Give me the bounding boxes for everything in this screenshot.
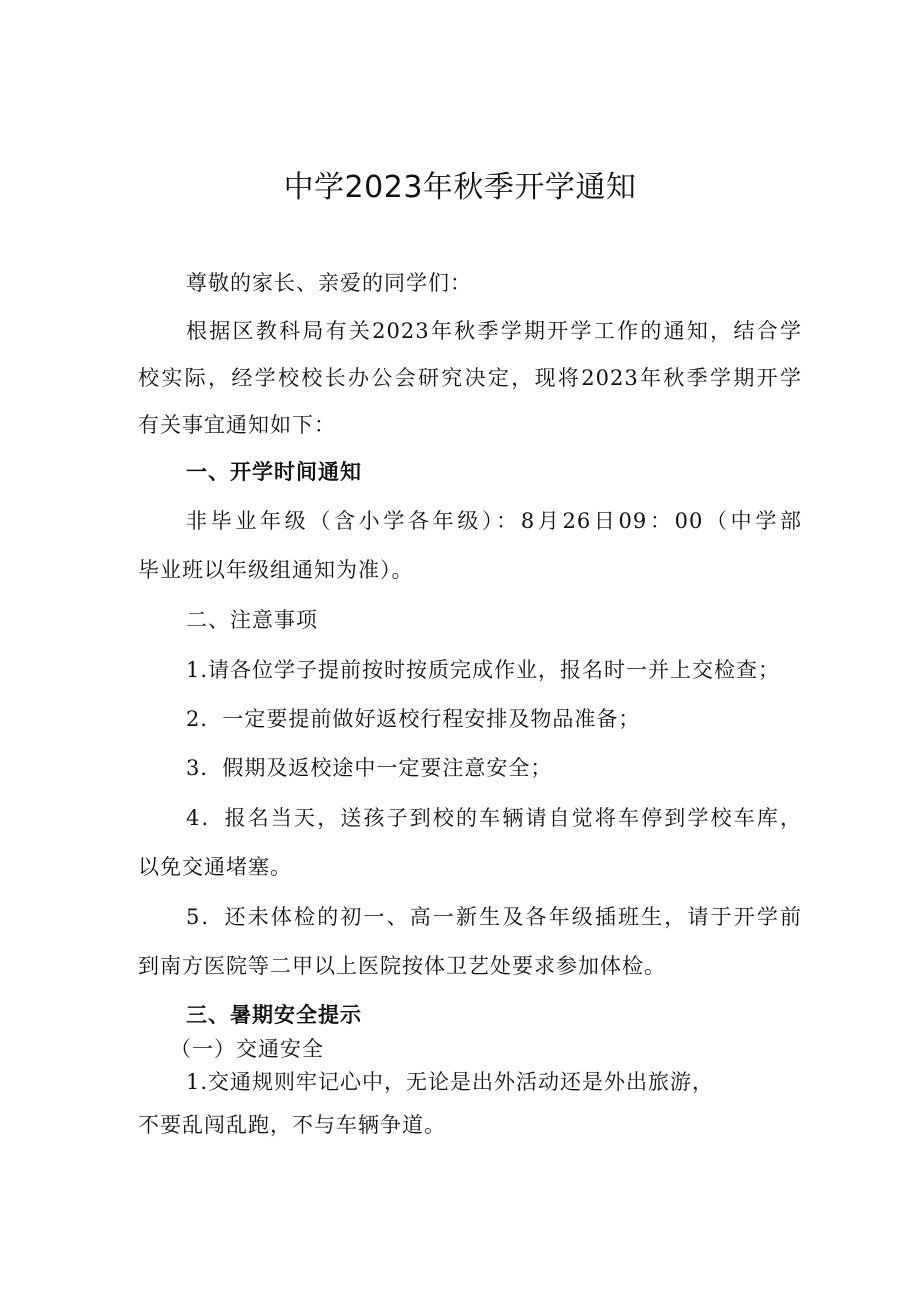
section-3-heading: 三、暑期安全提示 bbox=[186, 1003, 362, 1027]
greeting: 尊敬的家长、亲爱的同学们： bbox=[186, 271, 472, 295]
traffic-rule-line-2: 不要乱闯乱跑，不与车辆争道。 bbox=[138, 1113, 446, 1137]
notice-item-3: 3．假期及返校途中一定要注意安全； bbox=[186, 756, 553, 780]
section-3-subheading: （一）交通安全 bbox=[170, 1037, 324, 1061]
traffic-rule-line-1: 1.交通规则牢记心中，无论是出外活动还是外出旅游， bbox=[186, 1070, 715, 1094]
notice-item-4-line-2: 以免交通堵塞。 bbox=[138, 855, 292, 879]
notice-item-5-line-1: 5．还未体检的初一、高一新生及各年级插班生，请于开学前 bbox=[186, 905, 802, 929]
notice-item-1: 1.请各位学子提前按时按质完成作业，报名时一并上交检查； bbox=[186, 658, 781, 682]
intro-line-1: 根据区教科局有关2023年秋季学期开学工作的通知，结合学 bbox=[186, 319, 802, 343]
notice-item-5-line-2: 到南方医院等二甲以上医院按体卫艺处要求参加体检。 bbox=[138, 954, 666, 978]
intro-line-2: 校实际，经学校校长办公会研究决定，现将2023年秋季学期开学 bbox=[138, 366, 802, 390]
section-1-line-2: 毕业班以年级组通知为准）。 bbox=[138, 558, 414, 582]
document-title: 中学2023年秋季开学通知 bbox=[283, 170, 637, 205]
notice-item-4-line-1: 4．报名当天，送孩子到校的车辆请自觉将车停到学校车库， bbox=[186, 806, 802, 830]
section-1-heading: 一、开学时间通知 bbox=[186, 460, 362, 484]
section-1-line-1: 非毕业年级（含小学各年级）：8月26日09：00（中学部 bbox=[186, 509, 802, 533]
section-2-heading: 二、注意事项 bbox=[186, 608, 318, 632]
intro-line-3: 有关事宜通知如下： bbox=[138, 413, 336, 437]
notice-item-2: 2．一定要提前做好返校行程安排及物品准备； bbox=[186, 707, 641, 731]
